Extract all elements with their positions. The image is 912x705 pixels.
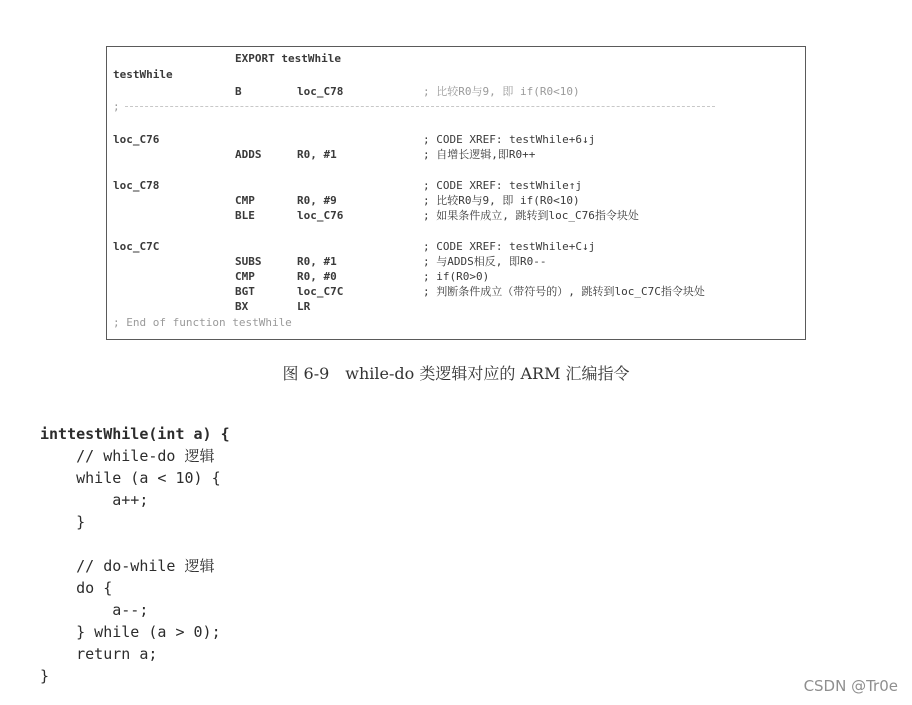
- asm-mnemonic: BLE: [235, 209, 255, 222]
- asm-operands: R0, #1: [297, 255, 337, 268]
- asm-line: [107, 269, 805, 284]
- code-line-11: }: [40, 667, 50, 685]
- code-line: [40, 599, 148, 621]
- code-line: [40, 643, 157, 665]
- code-line-2: while (a < 10) {: [40, 469, 221, 487]
- code-line-4: }: [40, 513, 86, 531]
- code-line: [40, 665, 49, 687]
- code-line: [40, 489, 148, 511]
- asm-directive: EXPORT testWhile: [235, 52, 341, 65]
- code-line-7: do {: [40, 579, 113, 597]
- code-line-3: a++;: [40, 491, 149, 509]
- asm-line: [107, 67, 805, 82]
- code-line-10: return a;: [40, 645, 158, 663]
- asm-mnemonic: CMP: [235, 270, 255, 283]
- code-line-9: } while (a > 0);: [40, 623, 221, 641]
- asm-comment: ; 比较R0与9, 即 if(R0<10): [423, 194, 580, 207]
- code-line-6: // do-while 逻辑: [40, 557, 215, 575]
- asm-line: [107, 315, 805, 330]
- code-line-0: inttestWhile(int a) {: [40, 425, 230, 443]
- asm-separator-line: [125, 106, 715, 107]
- asm-operands: R0, #0: [297, 270, 337, 283]
- asm-line: [107, 193, 805, 208]
- asm-comment: ; 比较R0与9, 即 if(R0<10): [423, 85, 580, 98]
- asm-label: testWhile: [113, 68, 173, 81]
- asm-comment: ; CODE XREF: testWhile+6↓j: [423, 133, 596, 146]
- asm-line: [107, 51, 805, 66]
- code-line: [40, 577, 112, 599]
- asm-label: loc_C7C: [113, 240, 160, 253]
- asm-operands: loc_C78: [297, 85, 344, 98]
- code-line: [40, 423, 230, 445]
- asm-line: [107, 284, 805, 299]
- asm-line: [107, 147, 805, 162]
- asm-line: [107, 299, 805, 314]
- asm-line: [107, 254, 805, 269]
- asm-mnemonic: ADDS: [235, 148, 262, 161]
- asm-comment: ; if(R0>0): [423, 270, 490, 283]
- asm-operands: LR: [297, 300, 311, 313]
- asm-comment: ; 判断条件成立（带符号的）, 跳转到loc_C7C指令块处: [423, 285, 705, 298]
- asm-operands: R0, #9: [297, 194, 337, 207]
- asm-comment: ; 如果条件成立, 跳转到loc_C76指令块处: [423, 209, 639, 222]
- asm-label: loc_C78: [113, 179, 160, 192]
- asm-line: [107, 132, 805, 147]
- asm-line: [107, 239, 805, 254]
- asm-operands: loc_C7C: [297, 285, 344, 298]
- asm-line: [107, 178, 805, 193]
- asm-end-of-function: ; End of function testWhile: [113, 316, 292, 329]
- asm-mnemonic: BGT: [235, 285, 255, 298]
- code-line: [40, 511, 85, 533]
- asm-label: loc_C76: [113, 133, 160, 146]
- asm-mnemonic: B: [235, 85, 242, 98]
- asm-mnemonic: SUBS: [235, 255, 262, 268]
- code-line: [40, 621, 221, 643]
- asm-comment: ; CODE XREF: testWhile↑j: [423, 179, 582, 192]
- asm-operands: loc_C76: [297, 209, 344, 222]
- asm-mnemonic: CMP: [235, 194, 255, 207]
- asm-line: [107, 208, 805, 223]
- figure-caption: 图 6-9 while-do 类逻辑对应的 ARM 汇编指令: [282, 364, 630, 383]
- asm-line: [107, 84, 805, 99]
- asm-mnemonic: BX: [235, 300, 249, 313]
- asm-comment: ; 与ADDS相反, 即R0--: [423, 255, 547, 268]
- watermark-text: CSDN @Tr0e: [803, 677, 898, 695]
- disassembly-figure: [106, 46, 806, 340]
- asm-comment: ; 自增长逻辑,即R0++: [423, 148, 536, 161]
- asm-separator-semicolon: ;: [113, 100, 120, 113]
- code-line: [40, 445, 215, 467]
- code-line-8: a--;: [40, 601, 149, 619]
- code-line: [40, 467, 221, 489]
- asm-comment: ; CODE XREF: testWhile+C↓j: [423, 240, 596, 253]
- asm-operands: R0, #1: [297, 148, 337, 161]
- code-line-1: // while-do 逻辑: [40, 447, 215, 465]
- code-line: [40, 555, 215, 577]
